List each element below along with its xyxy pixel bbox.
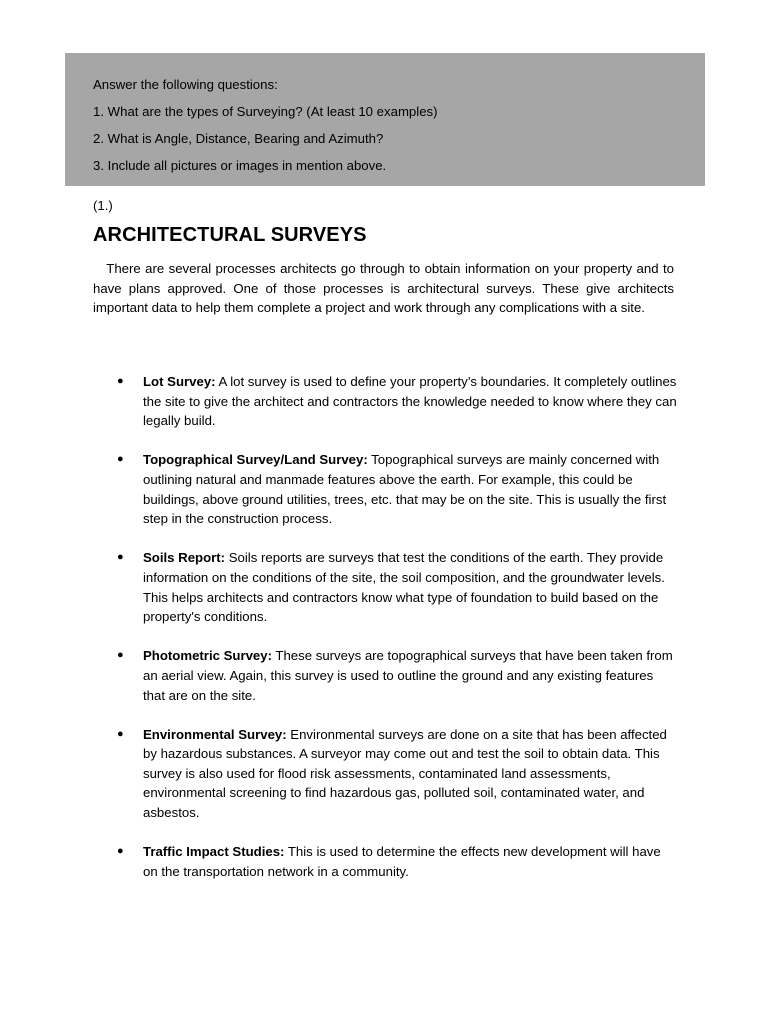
question-item: 3. Include all pictures or images in mention above. <box>93 158 387 173</box>
bullet-icon: ● <box>117 845 124 858</box>
section-title: ARCHITECTURAL SURVEYS <box>93 224 367 246</box>
survey-term: Environmental Survey: <box>143 726 287 742</box>
survey-description: This is used to determine the effects new development will have on the transportation network in a community. <box>143 844 661 879</box>
list-item <box>0 548 768 626</box>
list-item <box>0 372 768 431</box>
intro-text: There are several processes architects go through to obtain information on your property and to have plans approved. One of those processes is architectural surveys. These give architects important data to help them complete a project and work through any complications with a site. <box>93 261 674 316</box>
survey-term: Photometric Survey: <box>143 648 272 664</box>
survey-description: Topographical surveys are mainly concerned with outlining natural and manmade features above the earth. For example, this could be buildings, above ground utilities, trees, etc. that may be on the site. This is usually the first step in the construction process. <box>143 452 667 527</box>
question-item: 2. What is Angle, Distance, Bearing and Azimuth? <box>93 131 384 146</box>
list-item <box>0 725 768 823</box>
survey-description: Environmental surveys are done on a site that has been affected by hazardous substances. A surveyor may come out and test the soil to obtain data. This survey is also used for flood risk assessments, contaminated land assessments, environmental screening to find hazardous gas, polluted soil, contaminated water, and asbestos. <box>143 726 667 821</box>
survey-term: Traffic Impact Studies: <box>143 844 285 860</box>
survey-description: These surveys are topographical surveys that have been taken from an aerial view. Again, this survey is used to outline the ground and any existing features that are on the site. <box>143 648 673 703</box>
bullet-icon: ● <box>117 649 124 662</box>
questions-heading: Answer the following questions: <box>93 77 278 92</box>
intro-paragraph <box>93 259 674 318</box>
survey-description: A lot survey is used to define your property’s boundaries. It completely outlines the site to give the architect and contractors the knowledge needed to know where they can legally build. <box>143 374 677 429</box>
survey-description: Soils reports are surveys that test the conditions of the earth. They provide information on the conditions of the site, the soil composition, and the groundwater levels. This helps architects and contractors know what type of foundation to build based on the property's conditions. <box>143 550 665 625</box>
list-item <box>0 842 768 881</box>
bullet-icon: ● <box>117 727 124 740</box>
list-item <box>0 646 768 705</box>
question-item: 1. What are the types of Surveying? (At least 10 examples) <box>93 104 438 119</box>
survey-list <box>0 372 768 901</box>
list-item <box>0 450 768 528</box>
bullet-icon: ● <box>117 551 124 564</box>
questions-box <box>65 53 705 186</box>
survey-term: Lot Survey: <box>143 374 216 389</box>
bullet-icon: ● <box>117 453 124 466</box>
survey-term: Topographical Survey/Land Survey: <box>143 452 368 468</box>
bullet-icon: ● <box>117 375 124 387</box>
survey-term: Soils Report: <box>143 550 226 566</box>
section-marker: (1.) <box>93 198 113 213</box>
